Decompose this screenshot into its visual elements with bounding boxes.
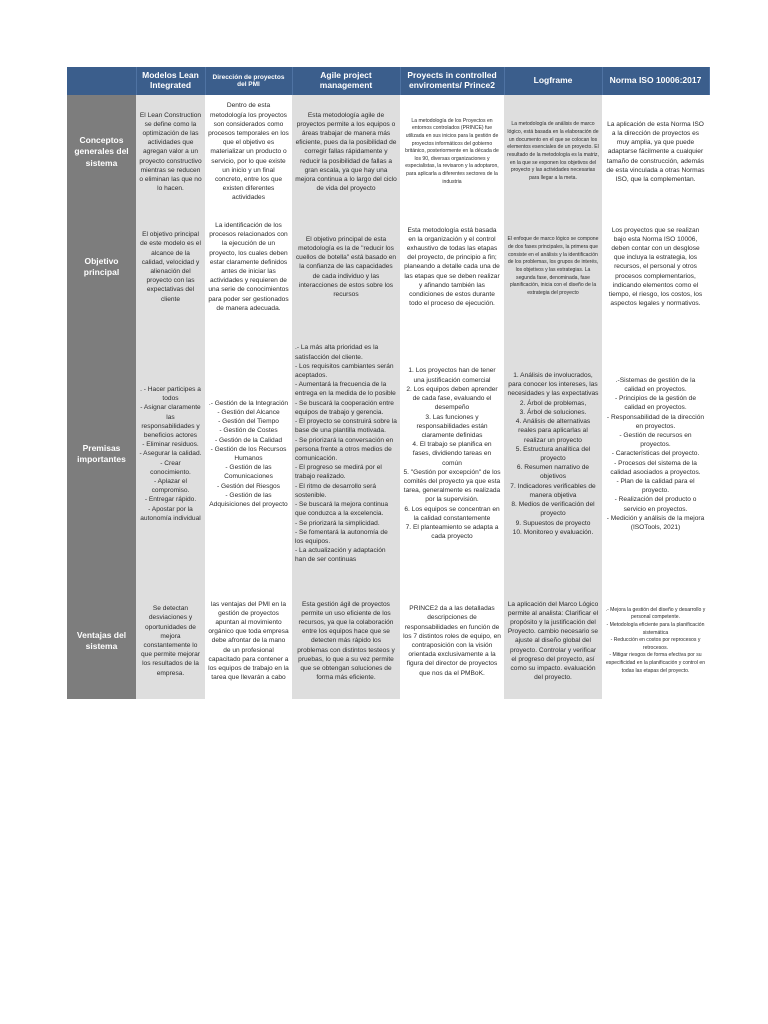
table-cell: Los proyectos que se realizan bajo esta Norma ISO 10006, deben contar con un desglose que incluya la estrategia, los recursos, el personal y otros procesos complementarios, indicando elementos como el tiempo, el riesgo, los costos, los aspectos legales y normativos. [602, 209, 709, 325]
header-iso: Norma ISO 10006:2017 [602, 67, 709, 95]
table-row-premisas [67, 325, 709, 583]
table-cell: .-Sistemas de gestión de la calidad en proyectos. - Principios de la gestión de calidad en proyectos. - Responsabilidad de la dirección en proyectos. - Gestión de recursos en proyectos. - Características del proyecto. - Procesos del sistema de la calidad asociados a proyectos. - Plan de la calidad para el proyecto. - Realización del producto o servicio en proyectos. - Medición y análisis de la mejora (ISOTools, 2021) [602, 325, 709, 583]
row-label-premisas: Premisas importantes [67, 325, 136, 583]
table-cell: La identificación de los procesos relacionados con la ejecución de un proyecto, los cuales deben estar claramente definidos antes de iniciar las actividades y requieren de una serie de conocimientos para poder ser gestionados de manera adecuada. [205, 209, 292, 325]
table-cell: Se detectan desviaciones y oportunidades de mejora constantemente lo que permite mejorar los resultados de la empresa. [136, 583, 205, 699]
header-lean: Modelos Lean Integrated [136, 67, 205, 95]
table-cell: Esta gestión ágil de proyectos permite un uso eficiente de los recursos, ya que la colaboración entre los equipos hace que se detecten más rápido los problemas con distintos testeos y pruebas, lo que a su vez permite que se obtengan soluciones de forma más eficiente. [292, 583, 400, 699]
table-row-ventajas [67, 583, 709, 699]
table-cell: .- La más alta prioridad es la satisfacción del cliente. - Los requisitos cambiantes serán aceptados. - Aumentará la frecuencia de la entrega en la medida de lo posible - Se buscará la cooperación entre equipos de trabajo y gerencia. - El proyecto se construirá sobre la base de una plantilla motivada. - Se priorizará la conversación en persona frente a otros medios de comunicación. - El progreso se medirá por el trabajo realizado. - El ritmo de desarrollo será sostenible. - Se buscará la mejora continua que conduzca a la excelencia. - Se priorizará la simplicidad. - Se fomentará la autonomía de los equipos. - La actualización y adaptación han de ser continuas [292, 325, 400, 583]
table-cell: .- Gestión de la Integración - Gestión del Alcance - Gestión del Tiempo - Gestión de Costes - Gestión de la Calidad - Gestión de los Recursos Humanos - Gestión de las Comunicaciones - Gestión del Riesgos - Gestión de las Adquisiciones del proyecto [205, 325, 292, 583]
table-cell: La metodología de análisis de marco lógico, está basada en la elaboración de un documento en el que se colocan los elementos esenciales de un proyecto. El resultado de la metodología es la matriz, en la que se exponen los objetivos del proyecto y las actividades necesarias para llegar a la meta. [504, 95, 602, 209]
row-label-objetivo: Objetivo principal [67, 209, 136, 325]
header-corner [67, 67, 136, 95]
header-logframe: Logframe [504, 67, 602, 95]
table-cell: Esta metodología agile de proyectos permite a los equipos o áreas trabajar de manera más eficiente, pues da la posibilidad de corregir fallas rápidamente y reducir la posibilidad de fallas a gran escala, ya que hay una mejora continua a lo largo del ciclo de vida del proyecto [292, 95, 400, 209]
header-row [67, 67, 709, 95]
table-cell: El enfoque de marco lógico se compone de dos fases principales, la primera que consiste en el análisis y la identificación de los problemas, los grupos de interés, los objetivos y las estrategias. La segunda fase, denominada, fase planificación, inicia con el diseño de la estrategia del proyecto [504, 209, 602, 325]
header-prince2: Proyects in controlled enviroments/ Prince2 [400, 67, 504, 95]
table-row-objetivo [67, 209, 709, 325]
table-cell: La metodología de los Proyectos en entornos controlados (PRINCE) fue utilizada en sus inicios para la gestión de proyectos informáticos del gobierno británico, posteriormente en la década de los 90, diversas organizaciones y especialistas, la revisaron y la adoptaron, para aplicarla a diferentes sectores de la industria [400, 95, 504, 209]
row-label-ventajas: Ventajas del sistema [67, 583, 136, 699]
table-cell: El Lean Construction se define como la optimización de las actividades que agregan valor a un proyecto constructivo mientras se reducen o eliminan las que no lo hacen. [136, 95, 205, 209]
table-row-conceptos [67, 95, 709, 209]
table-cell: La aplicación de esta Norma ISO a la dirección de proyectos es muy amplia, ya que puede adaptarse fácilmente a cualquier tamaño de construcción, además de esta vinculada a otras Normas ISO, que la complementan. [602, 95, 709, 209]
table-cell: 1. Análisis de involucrados, para conocer los intereses, las necesidades y las expectativas 2. Árbol de problemas, 3. Árbol de soluciones. 4. Análisis de alternativas reales para aplicarlas al realizar un proyecto 5. Estructura analítica del proyecto 6. Resumen narrativo de objetivos 7. Indicadores verificables de manera objetiva 8. Medios de verificación del proyecto 9. Supuestos de proyecto 10. Monitoreo y evaluación. [504, 325, 602, 583]
header-pmi: Dirección de proyectos del PMI [205, 67, 292, 95]
comparison-table [67, 67, 710, 699]
table-cell: 1. Los proyectos han de tener una justificación comercial 2. Los equipos deben aprender de cada fase, evaluando el desempeño 3. Las funciones y responsabilidades están claramente definidas 4. El trabajo se planifica en fases, dividiendo tareas en común 5. "Gestión por excepción" de los comités del proyecto ya que esta tarea, generalmente es realizada por la supervisión. 6. Los equipos se concentran en la calidad constantemente 7. El planteamiento se adapta a cada proyecto [400, 325, 504, 583]
table-cell: Dentro de esta metodología los proyectos son considerados como procesos temporales en los que el objetivo es materializar un producto o servicio, por lo que existe un inicio y un final concreto, entre los que existen diferentes actividades [205, 95, 292, 209]
row-label-conceptos: Conceptos generales del sistema [67, 95, 136, 209]
table-cell: La aplicación del Marco Lógico permite al analista: Clarificar el propósito y la justificación del Proyecto. cambio necesario se ajuste al diseño global del proyecto. Controlar y verificar el progreso del proyecto, así como su impacto. evaluación del proyecto. [504, 583, 602, 699]
table-cell: .- Mejora la gestión del diseño y desarrollo y personal competente. - Metodología eficiente para la planificación sistemática - Reducción en costos por reprocesos y retrocesos. - Mitigar riesgos de forma efectiva por su especificidad en la planificación y control en todas las etapas del proyecto. [602, 583, 709, 699]
table-cell: El objetivo principal de este modelo es el alcance de la calidad, velocidad y alienación del proyecto con las expectativas del cliente [136, 209, 205, 325]
table-cell: las ventajas del PMI en la gestión de proyectos apuntan al movimiento orgánico que toda empresa debe afrontar de la mano de un profesional capacitado para contener a los equipos de trabajo en la tarea que llevarán a cabo [205, 583, 292, 699]
table-cell: . - Hacer participes a todos - Asignar claramente las responsabilidades y beneficios actores - Eliminar residuos. - Asegurar la calidad. - Crear conocimiento. - Aplazar el compromiso. - Entregar rápido. - Apostar por la autonomía individual [136, 325, 205, 583]
table-cell: El objetivo principal de esta metodología es la de "reducir los cuellos de botella" está basado en la confianza de las capacidades de cada individuo y las interacciones de estos sobre los recursos [292, 209, 400, 325]
table-cell: Esta metodología está basada en la organización y el control exhaustivo de todas las etapas del proyecto, de principio a fin; planeando a detalle cada una de las etapas que se deben realizar y afinando también las condiciones de estos durante todo el proceso de ejecución. [400, 209, 504, 325]
table-cell: PRINCE2 da a las detalladas descripciones de responsabilidades en función de los 7 distintos roles de equipo, en contraposición con la visión orientada exclusivamente a la figura del director de proyectos que nos da el PMBoK. [400, 583, 504, 699]
header-agile: Agile project management [292, 67, 400, 95]
